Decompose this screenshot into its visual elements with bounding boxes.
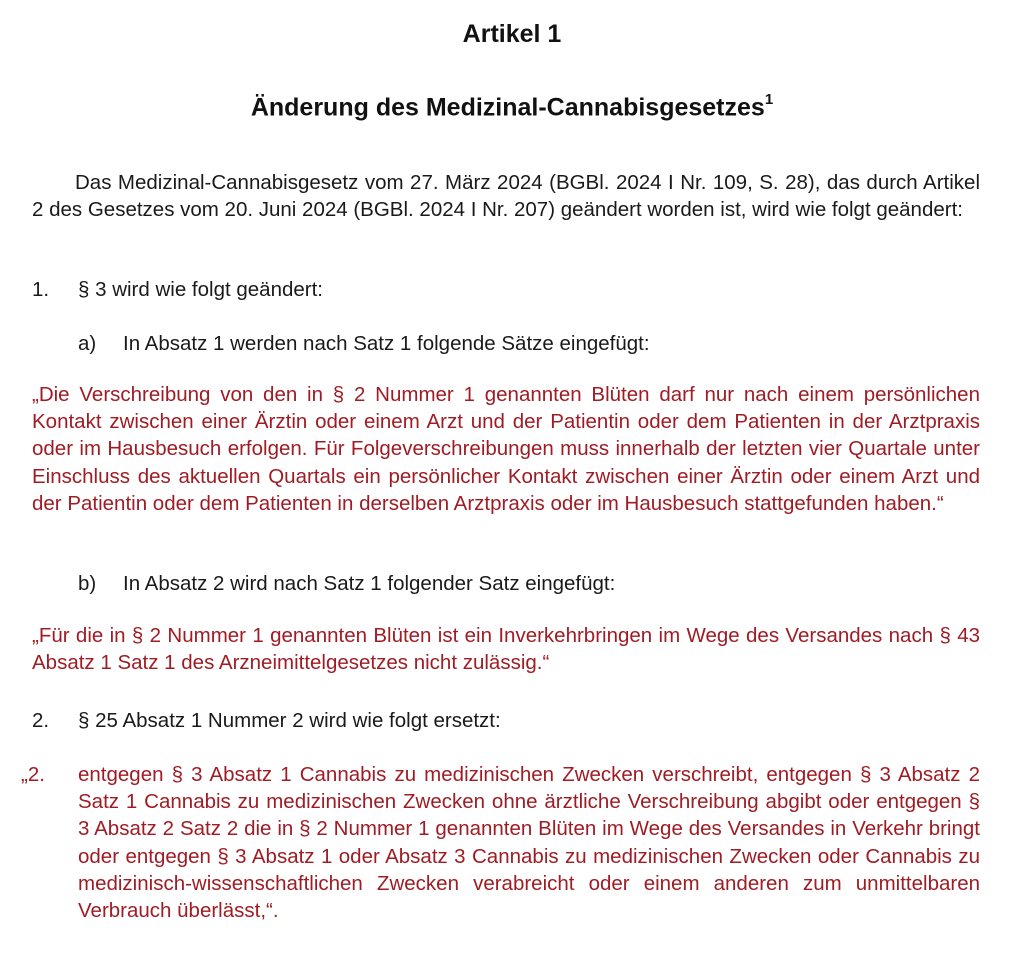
article-title-text: Änderung des Medizinal-Cannabisgesetzes bbox=[250, 93, 765, 122]
footnote-mark: 1 bbox=[764, 91, 774, 108]
replacement-paragraph: entgegen § 3 Absatz 1 Cannabis zu medizinischen Zwecken verschreibt, entgegen § 3 Absatz 2 Satz 1 Cannabis zu medizinischen Zwecken ohne ärztliche Verschreibung abgibt oder entgegen § 3 Absatz 2 Satz 2 die in § 2 Nummer 1 genannten Blüten im Wege des Versandes in Verkehr bringt oder entgegen § 3 Absatz 1 oder Absatz 3 Cannabis zu medizinischen Zwecken oder Cannabis zu medizinisch-wissenschaftlichen Zwecken verabreicht oder einem anderen zum unmittelbaren Verbrauch überlässt,“. bbox=[78, 763, 980, 923]
insertion-a-paragraph: „Die Verschreibung von den in § 2 Nummer 1 genannten Blüten darf nur nach einem persönlichen Kontakt zwischen einer Ärztin oder einem Arzt und der Patientin oder dem Patienten in der Arztpraxis oder im Hausbesuch erfolgen. Für Folgeverschreibungen muss innerhalb der letzten vier Quartale unter Einschluss des aktuellen Quartals ein persönlicher Kontakt zwischen einer Ärztin oder einem Arzt und der Patientin oder dem Patienten in derselben Arztpraxis oder im Hausbesuch stattgefunden haben.“ bbox=[32, 383, 980, 515]
intro-paragraph: Das Medizinal-Cannabisgesetz vom 27. März 2024 (BGBl. 2024 I Nr. 109, S. 28), das durch Artikel 2 des Gesetzes vom 20. Juni 2024 (BGBl. 2024 I Nr. 207) geändert worden ist, wird wie folgt geändert: bbox=[32, 171, 980, 222]
sub-item-b-letter: b) bbox=[78, 572, 97, 595]
article-title bbox=[0, 93, 1024, 122]
sub-item-a-text: In Absatz 1 werden nach Satz 1 folgende Sätze eingefügt: bbox=[123, 332, 650, 355]
insertion-b-paragraph: „Für die in § 2 Nummer 1 genannten Blüten ist ein Inverkehrbringen im Wege des Versandes nach § 43 Absatz 1 Satz 1 des Arzneimittelgesetzes nicht zulässig.“ bbox=[32, 624, 980, 675]
replacement-number: „2. bbox=[21, 763, 45, 786]
item-2-text: § 25 Absatz 1 Nummer 2 wird wie folgt ersetzt: bbox=[78, 709, 501, 732]
sub-item-b-text: In Absatz 2 wird nach Satz 1 folgender Satz eingefügt: bbox=[123, 572, 616, 595]
item-2-number: 2. bbox=[32, 709, 50, 732]
item-1-number: 1. bbox=[32, 278, 50, 301]
article-heading: Artikel 1 bbox=[462, 20, 562, 48]
item-1-text: § 3 wird wie folgt geändert: bbox=[78, 278, 323, 301]
sub-item-a-letter: a) bbox=[78, 332, 97, 355]
